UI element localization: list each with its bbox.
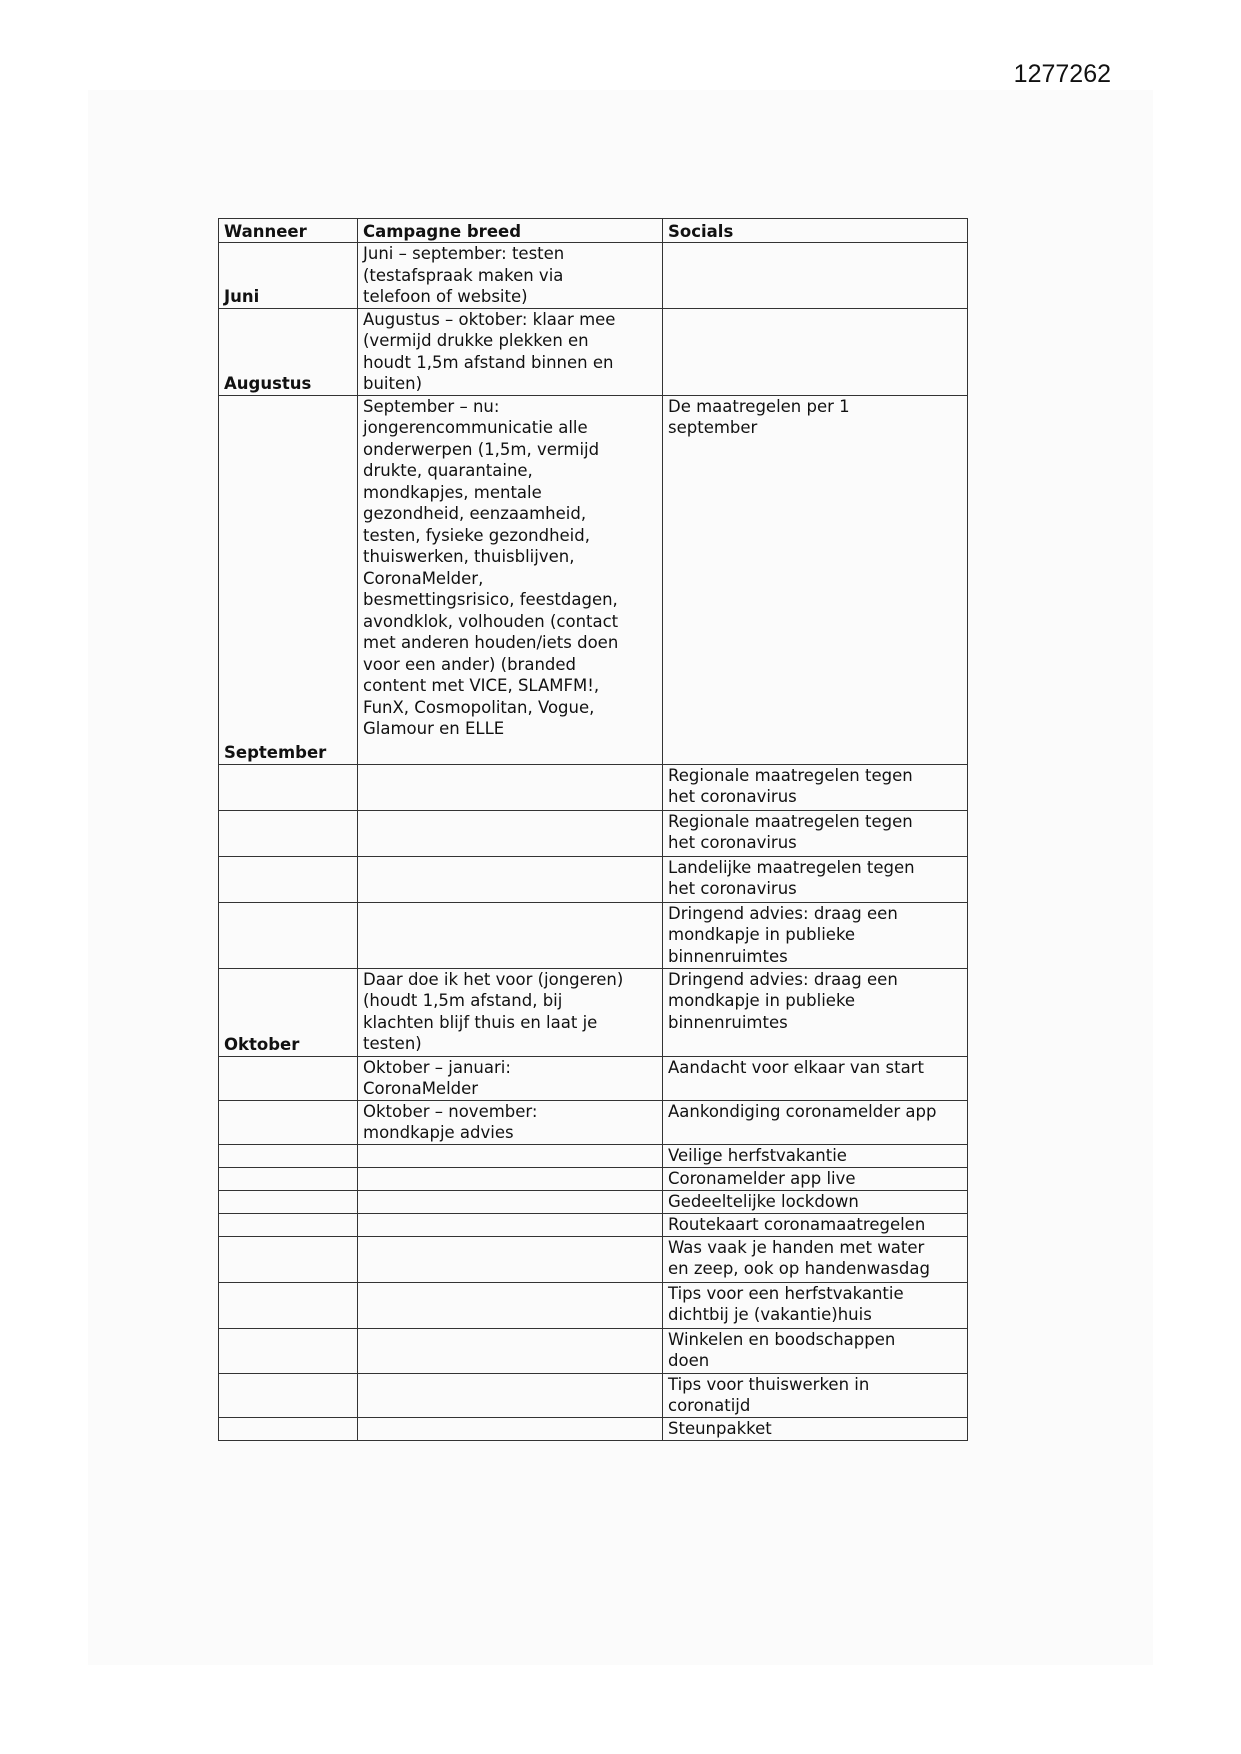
table-row [219,968,968,1056]
cell-when [219,764,358,810]
header-socials: Socials [663,219,968,243]
cell-socials: Regionale maatregelen tegen het coronavirus [663,810,968,856]
cell-socials: Steunpakket [663,1417,968,1440]
cell-campaign [358,1328,663,1373]
table-row [219,1282,968,1328]
cell-when: Augustus [219,308,358,395]
cell-when [219,1144,358,1167]
cell-when: September [219,395,358,764]
table-row [219,1373,968,1417]
cell-campaign [358,1417,663,1440]
cell-socials: Gedeeltelijke lockdown [663,1190,968,1213]
cell-when [219,1328,358,1373]
table-row [219,810,968,856]
cell-socials: Tips voor een herfstvakantie dichtbij je (vakantie)huis [663,1282,968,1328]
cell-campaign [358,764,663,810]
cell-campaign [358,1167,663,1190]
cell-socials: Landelijke maatregelen tegen het coronavirus [663,856,968,902]
campaign-table [218,218,968,1441]
cell-when [219,1100,358,1144]
cell-when [219,1056,358,1100]
cell-socials: Tips voor thuiswerken in coronatijd [663,1373,968,1417]
header-wanneer: Wanneer [219,219,358,243]
table-row [219,1100,968,1144]
table-row [219,1417,968,1440]
table-header-row [219,219,968,243]
cell-campaign [358,1236,663,1282]
table-row [219,1056,968,1100]
cell-socials: Coronamelder app live [663,1167,968,1190]
table-row [219,308,968,395]
cell-socials: Dringend advies: draag een mondkapje in publieke binnenruimtes [663,968,968,1056]
cell-campaign [358,902,663,968]
cell-campaign: Daar doe ik het voor (jongeren) (houdt 1,5m afstand, bij klachten blijf thuis en laat je testen) [358,968,663,1056]
table-row [219,243,968,309]
cell-when [219,810,358,856]
table-row [219,1236,968,1282]
cell-socials: Was vaak je handen met water en zeep, ook op handenwasdag [663,1236,968,1282]
table-row [219,1190,968,1213]
cell-when [219,1282,358,1328]
cell-socials: Regionale maatregelen tegen het coronavirus [663,764,968,810]
cell-campaign: September – nu: jongerencommunicatie alle onderwerpen (1,5m, vermijd drukte, quarantaine, mondkapjes, mentale gezondheid, eenzaamheid, testen, fysieke gezondheid, thuiswerken, thuisblijven, CoronaMelder, besmettingsrisico, feestdagen, avondklok, volhouden (contact met anderen houden/iets doen voor een ander) (branded content met VICE, SLAMFM!, FunX, Cosmopolitan, Vogue, Glamour en ELLE [358,395,663,764]
table-row [219,1167,968,1190]
cell-socials: De maatregelen per 1 september [663,395,968,764]
cell-when: Oktober [219,968,358,1056]
table-row [219,902,968,968]
table-row [219,1144,968,1167]
cell-campaign [358,810,663,856]
cell-socials: Winkelen en boodschappen doen [663,1328,968,1373]
cell-campaign: Oktober – november: mondkapje advies [358,1100,663,1144]
cell-socials: Dringend advies: draag een mondkapje in publieke binnenruimtes [663,902,968,968]
cell-when [219,1213,358,1236]
cell-campaign [358,1282,663,1328]
table-row [219,395,968,764]
cell-campaign: Oktober – januari: CoronaMelder [358,1056,663,1100]
cell-when: Juni [219,243,358,309]
cell-campaign [358,1373,663,1417]
cell-campaign [358,856,663,902]
cell-socials [663,308,968,395]
cell-when [219,856,358,902]
cell-socials: Aankondiging coronamelder app [663,1100,968,1144]
document-number: 1277262 [1013,60,1111,88]
cell-when [219,1167,358,1190]
cell-when [219,1190,358,1213]
table-row [219,764,968,810]
cell-when [219,902,358,968]
cell-socials: Veilige herfstvakantie [663,1144,968,1167]
cell-campaign [358,1190,663,1213]
cell-campaign: Juni – september: testen (testafspraak maken via telefoon of website) [358,243,663,309]
table-row [219,1328,968,1373]
cell-when [219,1417,358,1440]
header-campagne-breed: Campagne breed [358,219,663,243]
table-row [219,1213,968,1236]
cell-socials: Aandacht voor elkaar van start [663,1056,968,1100]
cell-when [219,1373,358,1417]
cell-when [219,1236,358,1282]
cell-campaign: Augustus – oktober: klaar mee (vermijd drukke plekken en houdt 1,5m afstand binnen en buiten) [358,308,663,395]
cell-campaign [358,1144,663,1167]
cell-campaign [358,1213,663,1236]
cell-socials [663,243,968,309]
table-row [219,856,968,902]
cell-socials: Routekaart coronamaatregelen [663,1213,968,1236]
